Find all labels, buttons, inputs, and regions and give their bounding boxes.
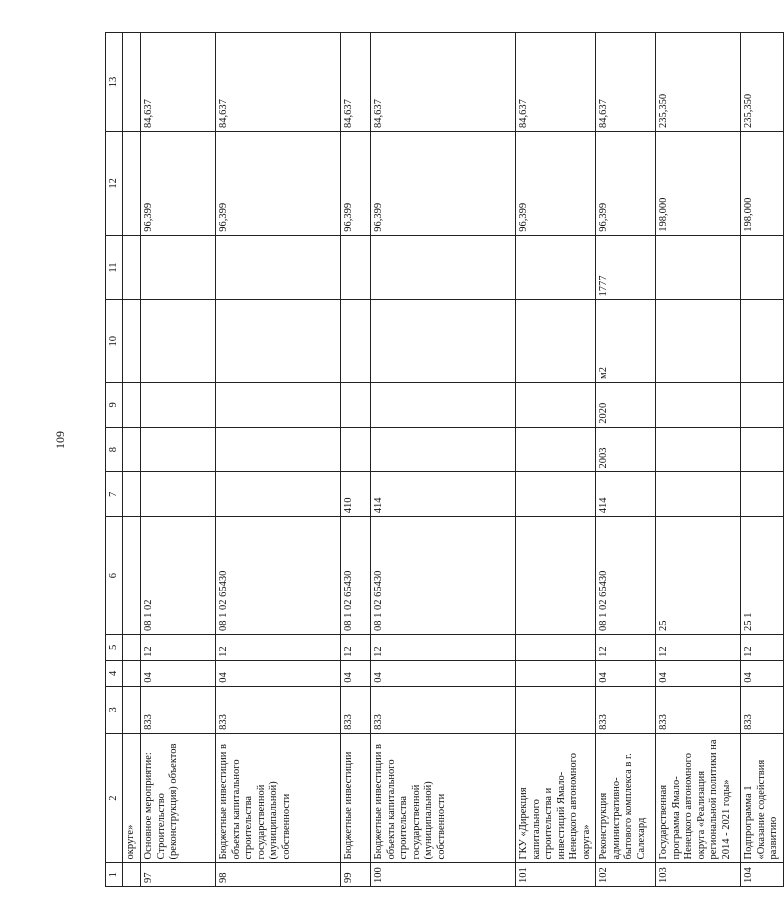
- table-row: [216, 33, 341, 887]
- col-header: 4: [106, 660, 123, 686]
- col-header: 9: [106, 382, 123, 427]
- data-table: [105, 32, 784, 887]
- table-cell-c5: 12: [596, 634, 656, 660]
- table-cell-c10: [141, 300, 216, 382]
- table-cell-c7: [216, 472, 341, 517]
- table-cell-c5: 12: [741, 634, 784, 660]
- table-cell-c10: м2: [596, 300, 656, 382]
- table-cell-c8: [656, 427, 741, 472]
- header-row: [106, 33, 123, 887]
- table-cell-c1: 100: [371, 863, 516, 887]
- table-cell-c5: 12: [141, 634, 216, 660]
- table-cell-c1: 101: [516, 863, 596, 887]
- table-cell-c4: 04: [596, 660, 656, 686]
- table-cell-c1: 103: [656, 863, 741, 887]
- table-cell-c12: 96,399: [141, 132, 216, 236]
- table-cell-c2: Основное мероприятие: Строительство (реконструкция) объектов: [141, 733, 216, 863]
- table-cell-c11: 1777: [596, 235, 656, 300]
- table-cell-c9: [371, 382, 516, 427]
- col-header: 1: [106, 863, 123, 887]
- table-cell-c6: 08 1 02 65430: [596, 517, 656, 635]
- table-cell-c11: [516, 235, 596, 300]
- table-cell-c10: [741, 300, 784, 382]
- table-cell-c6: 08 1 02: [141, 517, 216, 635]
- table-cell-c10: [656, 300, 741, 382]
- table-cell-c4: 04: [216, 660, 341, 686]
- table-cell-c7: 414: [371, 472, 516, 517]
- table-cell-c9: [741, 382, 784, 427]
- table-cell-c11: [371, 235, 516, 300]
- table-row: [141, 33, 216, 887]
- table-cell-c3: 833: [656, 686, 741, 733]
- table-cell-c7: [741, 472, 784, 517]
- col-header: 6: [106, 517, 123, 635]
- col-header: 11: [106, 235, 123, 300]
- table-cell-c4: 04: [341, 660, 371, 686]
- table-cell-c13: 235,350: [741, 33, 784, 132]
- table-cell-c7: 414: [596, 472, 656, 517]
- table-cell-c7: [141, 472, 216, 517]
- table-cell-c13: 84,637: [141, 33, 216, 132]
- table-cell-c6: [516, 517, 596, 635]
- table-cell-c8: [141, 427, 216, 472]
- table-cell-c9: [516, 382, 596, 427]
- table-cell-c12: 198,000: [656, 132, 741, 236]
- table-cell-c2: Подпрограмма 1 «Оказание содействия развитию: [741, 733, 784, 863]
- table-cell-c6: 08 1 02 65430: [216, 517, 341, 635]
- table-cell-c1: 102: [596, 863, 656, 887]
- table-cell-c5: 12: [371, 634, 516, 660]
- table-cell-c13: 84,637: [516, 33, 596, 132]
- col-header: 8: [106, 427, 123, 472]
- table-cell-c3: 833: [141, 686, 216, 733]
- table-cell-c12: 96,399: [216, 132, 341, 236]
- table-cell-c6: 08 1 02 65430: [341, 517, 371, 635]
- table-cell-c9: [341, 382, 371, 427]
- table-cell-c3: 833: [741, 686, 784, 733]
- table-cell-c2: ГКУ «Дирекция капитального строительства и инвестиций Ямало-Ненецкого автономного округа»: [516, 733, 596, 863]
- table-cell-c1: 99: [341, 863, 371, 887]
- table-cell-c11: [741, 235, 784, 300]
- table-cell-c11: [656, 235, 741, 300]
- table-cell-c2: Бюджетные инвестиции в объекты капитального строительства государственной (муниципальной) собственности: [371, 733, 516, 863]
- table-cell-c13: 84,637: [216, 33, 341, 132]
- table-cell-c13: 235,350: [656, 33, 741, 132]
- table-cell-c9: [141, 382, 216, 427]
- table-cell-c11: [216, 235, 341, 300]
- table-cell-c8: [216, 427, 341, 472]
- table-cell-c4: 04: [656, 660, 741, 686]
- table-cell-c8: [371, 427, 516, 472]
- table-cell-c3: 833: [216, 686, 341, 733]
- table-cell-c3: [516, 686, 596, 733]
- table-cell-c12: 96,399: [596, 132, 656, 236]
- col-header: 10: [106, 300, 123, 382]
- table-cell-c4: 04: [741, 660, 784, 686]
- col-header: 12: [106, 132, 123, 236]
- table-cell-c2: Бюджетные инвестиции: [341, 733, 371, 863]
- table-cell-c9: [656, 382, 741, 427]
- table-cell-c8: 2003: [596, 427, 656, 472]
- table-cell-c5: 12: [341, 634, 371, 660]
- table-row: [341, 33, 371, 887]
- col-header: 5: [106, 634, 123, 660]
- rotated-table-container: [105, 32, 779, 887]
- table-cell-c12: 96,399: [516, 132, 596, 236]
- continuation-text: округе»: [123, 733, 141, 863]
- table-cell-c13: 84,637: [371, 33, 516, 132]
- table-cell-c7: 410: [341, 472, 371, 517]
- table-cell-c8: [341, 427, 371, 472]
- table-row: [741, 33, 784, 887]
- table-cell-c10: [216, 300, 341, 382]
- table-cell-c9: [216, 382, 341, 427]
- table-cell-c4: 04: [371, 660, 516, 686]
- col-header: 3: [106, 686, 123, 733]
- table-row: [516, 33, 596, 887]
- table-cell-c4: 04: [141, 660, 216, 686]
- table-cell-c7: [516, 472, 596, 517]
- table-row: [596, 33, 656, 887]
- table-cell-c9: 2020: [596, 382, 656, 427]
- table-cell-c12: 198,000: [741, 132, 784, 236]
- table-cell-c4: [516, 660, 596, 686]
- table-cell-c10: [371, 300, 516, 382]
- col-header: 7: [106, 472, 123, 517]
- table-cell-c10: [516, 300, 596, 382]
- table-cell-c6: 08 1 02 65430: [371, 517, 516, 635]
- table-cell-c11: [141, 235, 216, 300]
- page-number: 109: [52, 431, 67, 449]
- table-cell-c1: 98: [216, 863, 341, 887]
- table-cell-c2: Государственная программа Ямало-Ненецкого автономного округа «Реализация региональной политики на 2014 - 2021 годы»: [656, 733, 741, 863]
- table-cell-c3: 833: [341, 686, 371, 733]
- table-cell-c2: Реконструкция административно-бытового комплекса в г. Салехард: [596, 733, 656, 863]
- table-cell-c6: 25 1: [741, 517, 784, 635]
- table-cell-c5: 12: [656, 634, 741, 660]
- table-cell-c1: 97: [141, 863, 216, 887]
- table-cell-c13: 84,637: [341, 33, 371, 132]
- table-cell-c6: 25: [656, 517, 741, 635]
- table-row: [371, 33, 516, 887]
- table-cell-c3: 833: [596, 686, 656, 733]
- table-cell-c3: 833: [371, 686, 516, 733]
- table-cell-c13: 84,637: [596, 33, 656, 132]
- table-cell-c8: [516, 427, 596, 472]
- table-cell-c11: [341, 235, 371, 300]
- col-header: 13: [106, 33, 123, 132]
- table-cell-c2: Бюджетные инвестиции в объекты капитального строительства государственной (муниципальной) собственности: [216, 733, 341, 863]
- table-cell-c12: 96,399: [341, 132, 371, 236]
- continuation-row: [123, 33, 141, 887]
- table-cell-c5: 12: [216, 634, 341, 660]
- table-cell-c1: 104: [741, 863, 784, 887]
- col-header: 2: [106, 733, 123, 863]
- table-cell-c10: [341, 300, 371, 382]
- table-cell-c7: [656, 472, 741, 517]
- table-cell-c5: [516, 634, 596, 660]
- table-row: [656, 33, 741, 887]
- table-cell-c8: [741, 427, 784, 472]
- table-cell-c12: 96,399: [371, 132, 516, 236]
